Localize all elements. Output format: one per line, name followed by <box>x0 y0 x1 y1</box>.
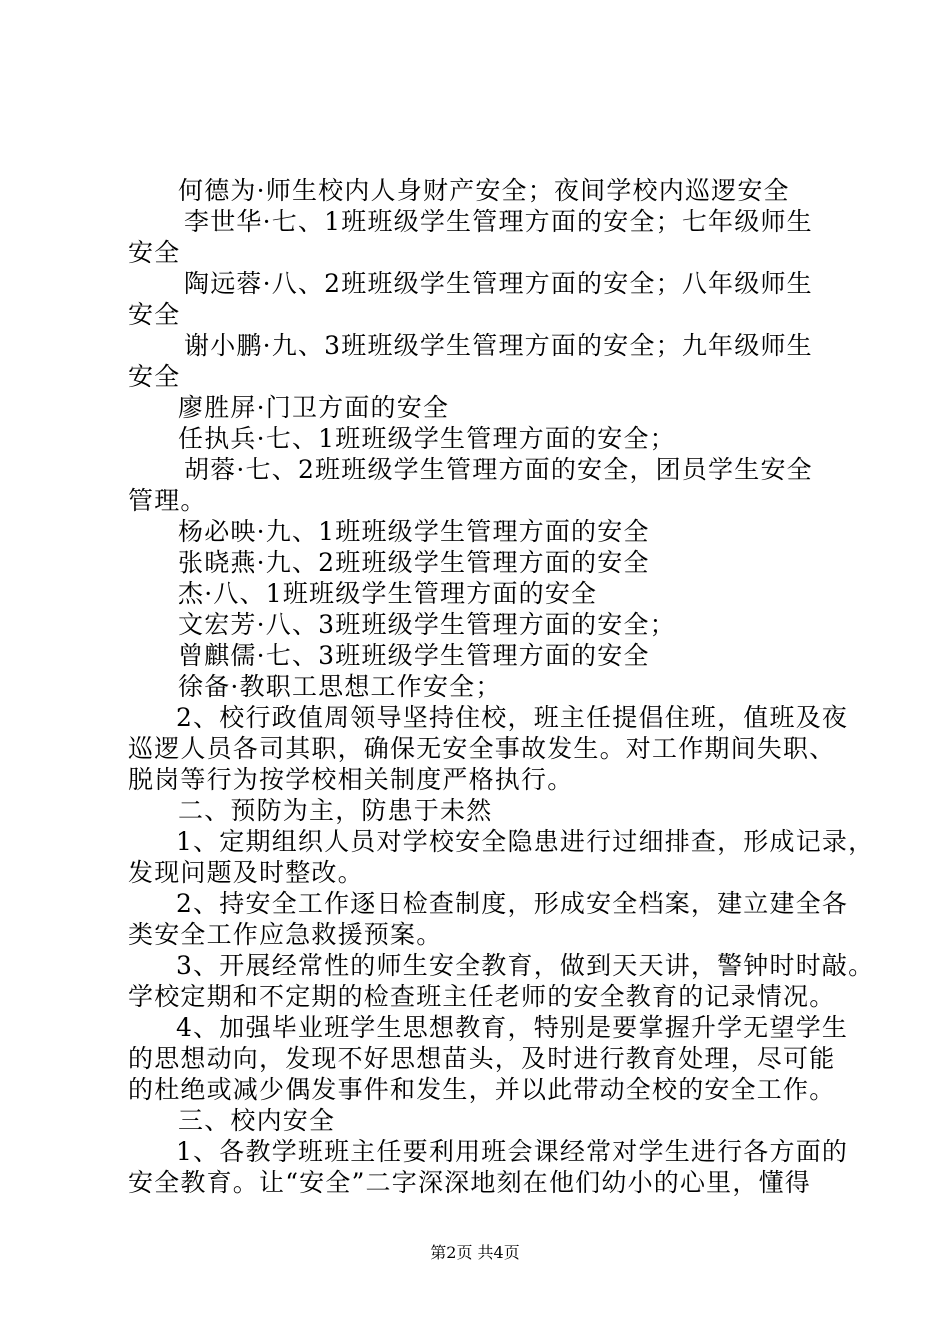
text-line: 徐备·教职工思想工作安全； <box>178 672 502 701</box>
text-line: 管理。 <box>128 486 207 515</box>
text-line: 杰·八、1班班级学生管理方面的安全 <box>178 579 598 608</box>
page-footer: 第2页 共4页 <box>430 1243 520 1262</box>
text-line: 谢小鹏·九、3班班级学生管理方面的安全；九年级师生 <box>184 331 813 360</box>
text-line: 何德为·师生校内人身财产安全；夜间学校内巡逻安全 <box>178 176 790 205</box>
text-line: 曾麒儒·七、3班班级学生管理方面的安全 <box>178 641 650 670</box>
text-line: 脱岗等行为按学校相关制度严格执行。 <box>128 765 574 794</box>
text-line: 李世华·七、1班班级学生管理方面的安全；七年级师生 <box>184 207 813 236</box>
text-line: 2、校行政值周领导坚持住校，班主任提倡住班，值班及夜 <box>176 703 849 732</box>
text-line: 杨必映·九、1班班级学生管理方面的安全 <box>178 517 650 546</box>
text-line: 安全 <box>128 300 181 329</box>
text-line: 三、校内安全 <box>178 1106 336 1135</box>
text-line: 3、开展经常性的师生安全教育，做到天天讲，警钟时时敲。 <box>176 951 875 980</box>
text-line: 胡蓉·七、2班班级学生管理方面的安全，团员学生安全 <box>184 455 813 484</box>
text-line: 学校定期和不定期的检查班主任老师的安全教育的记录情况。 <box>128 982 836 1011</box>
text-line: 安全 <box>128 238 181 267</box>
text-line: 安全教育。让“安全”二字深深地刻在他们幼小的心里，懂得 <box>128 1168 811 1197</box>
text-line: 的思想动向，发现不好思想苗头，及时进行教育处理，尽可能 <box>128 1044 836 1073</box>
text-line: 的杜绝或减少偶发事件和发生，并以此带动全校的安全工作。 <box>128 1075 836 1104</box>
text-line: 类安全工作应急救援预案。 <box>128 920 443 949</box>
document-body <box>128 175 875 1198</box>
text-line: 巡逻人员各司其职，确保无安全事故发生。对工作期间失职、 <box>128 734 836 763</box>
text-line: 张晓燕·九、2班班级学生管理方面的安全 <box>178 548 650 577</box>
text-line: 二、预防为主，防患于未然 <box>178 796 493 825</box>
text-line: 4、加强毕业班学生思想教育，特别是要掌握升学无望学生 <box>176 1013 849 1042</box>
text-line: 发现问题及时整改。 <box>128 858 364 887</box>
text-line: 文宏芳·八、3班班级学生管理方面的安全； <box>178 610 676 639</box>
text-line: 陶远蓉·八、2班班级学生管理方面的安全；八年级师生 <box>184 269 813 298</box>
text-line: 任执兵·七、1班班级学生管理方面的安全； <box>178 424 676 453</box>
text-line: 廖胜屏·门卫方面的安全 <box>178 393 450 422</box>
text-line: 安全 <box>128 362 181 391</box>
text-line: 2、持安全工作逐日检查制度，形成安全档案，建立建全各 <box>176 889 849 918</box>
text-line: 1、定期组织人员对学校安全隐患进行过细排查，形成记录， <box>176 827 875 856</box>
text-line: 1、各教学班班主任要利用班会课经常对学生进行各方面的 <box>176 1137 849 1166</box>
